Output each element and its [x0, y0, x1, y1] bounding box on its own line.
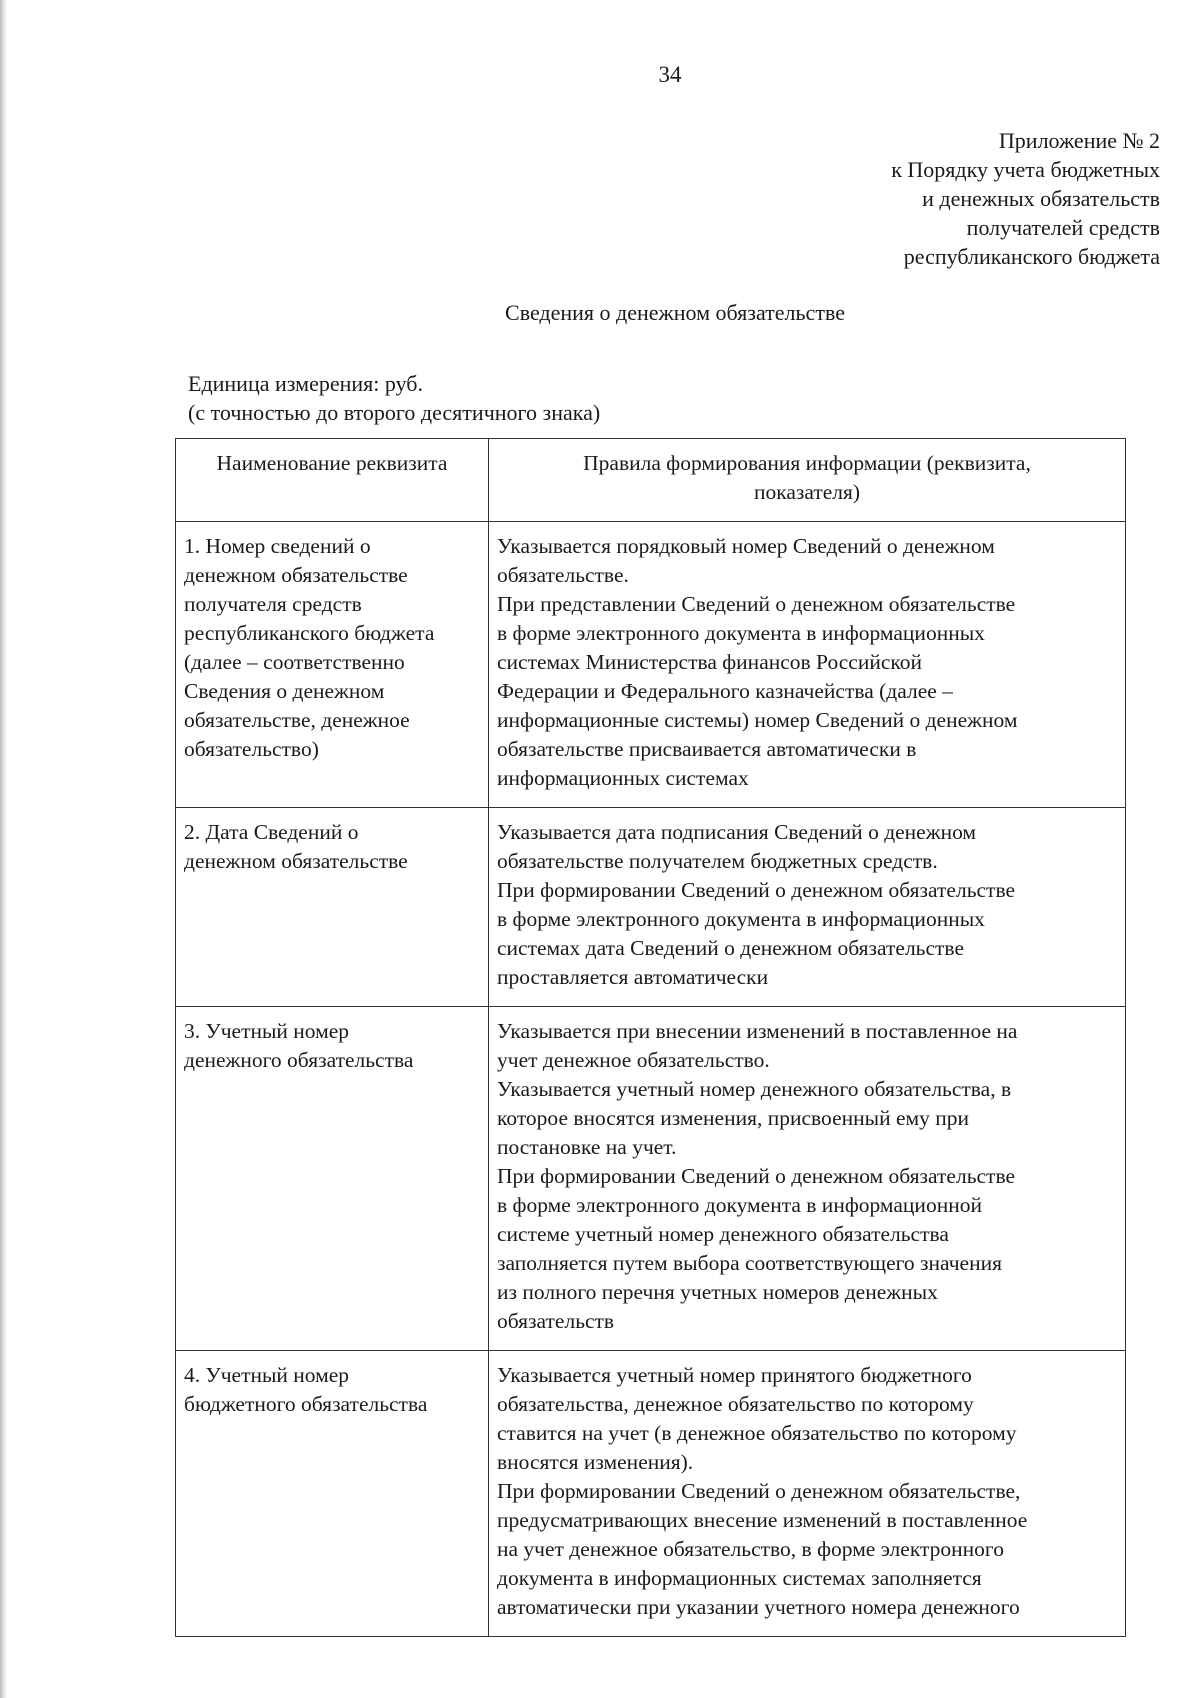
cell-line: обязательстве, денежное — [184, 708, 410, 732]
row-rule-cell — [489, 1007, 1126, 1351]
scan-edge-shadow — [0, 0, 7, 1698]
appendix-header — [740, 126, 1160, 271]
table-row — [176, 1351, 1126, 1637]
cell-line: информационные системы) номер Сведений о денежном — [497, 708, 1018, 732]
cell-line: заполняется путем выбора соответствующего значения — [497, 1251, 1002, 1275]
appendix-line: и денежных обязательств — [922, 186, 1160, 211]
units-line: (с точностью до второго десятичного знака) — [188, 400, 601, 425]
cell-line: обязательств — [497, 1309, 615, 1333]
cell-line: денежном обязательстве — [184, 563, 408, 587]
cell-line: обязательстве. — [497, 563, 629, 587]
cell-line: Указывается порядковый номер Сведений о денежном — [497, 534, 995, 558]
cell-line: документа в информационных системах заполняется — [497, 1566, 982, 1590]
cell-line: Указывается дата подписания Сведений о денежном — [497, 820, 977, 844]
cell-line: предусматривающих внесение изменений в поставленное — [497, 1508, 1028, 1532]
header-name — [176, 439, 489, 522]
cell-line: Федерации и Федерального казначейства (далее – — [497, 679, 953, 703]
cell-line: денежного обязательства — [184, 1048, 414, 1072]
cell-line: постановке на учет. — [497, 1135, 677, 1159]
cell-line: проставляется автоматически — [497, 965, 769, 989]
row-name-cell — [176, 522, 489, 808]
cell-line: обязательстве присваивается автоматически в — [497, 737, 917, 761]
cell-line: 3. Учетный номер — [184, 1019, 350, 1043]
cell-line: ставится на учет (в денежное обязательство по которому — [497, 1421, 1017, 1445]
appendix-line: к Порядку учета бюджетных — [891, 157, 1160, 182]
appendix-line: Приложение № 2 — [998, 128, 1160, 153]
cell-line: Сведения о денежном — [184, 679, 385, 703]
cell-line: из полного перечня учетных номеров денежных — [497, 1280, 938, 1304]
cell-line: обязательства, денежное обязательство по которому — [497, 1392, 974, 1416]
cell-line: автоматически при указании учетного номера денежного — [497, 1595, 1020, 1619]
cell-line: которое вносятся изменения, присвоенный ему при — [497, 1106, 969, 1130]
cell-line: в форме электронного документа в информационной — [497, 1193, 982, 1217]
cell-line: получателя средств — [184, 592, 362, 616]
cell-line: учет денежное обязательство. — [497, 1048, 770, 1072]
cell-line: системах Министерства финансов Российской — [497, 650, 923, 674]
cell-line: обязательстве получателем бюджетных средств. — [497, 849, 938, 873]
table-row — [176, 522, 1126, 808]
table-header-row — [176, 439, 1126, 522]
cell-line: При формировании Сведений о денежном обязательстве — [497, 878, 1016, 902]
row-rule-cell — [489, 522, 1126, 808]
cell-line: (далее – соответственно — [184, 650, 405, 674]
header-name-text: Наименование реквизита — [216, 451, 448, 475]
page-number: 34 — [658, 62, 682, 87]
document-title: Сведения о денежном обязательстве — [505, 300, 845, 325]
cell-line: на учет денежное обязательство, в форме электронного — [497, 1537, 1004, 1561]
cell-line: денежном обязательстве — [184, 849, 408, 873]
units-note — [188, 369, 600, 427]
table-row — [176, 1007, 1126, 1351]
table-bottom-border — [175, 1636, 1126, 1637]
cell-line: Указывается учетный номер денежного обязательства, в — [497, 1077, 1012, 1101]
cell-line: 4. Учетный номер — [184, 1363, 350, 1387]
cell-line: обязательство) — [184, 737, 319, 761]
header-rule-text: показателя) — [753, 480, 861, 504]
cell-line: При представлении Сведений о денежном обязательстве — [497, 592, 1016, 616]
cell-line: в форме электронного документа в информационных — [497, 621, 985, 645]
row-rule-cell — [489, 1351, 1126, 1637]
cell-line: бюджетного обязательства — [184, 1392, 428, 1416]
cell-line: системе учетный номер денежного обязательства — [497, 1222, 949, 1246]
cell-line: При формировании Сведений о денежном обязательстве, — [497, 1479, 1021, 1503]
cell-line: Указывается при внесении изменений в поставленное на — [497, 1019, 1018, 1043]
cell-line: 2. Дата Сведений о — [184, 820, 359, 844]
cell-line: При формировании Сведений о денежном обязательстве — [497, 1164, 1016, 1188]
requisites-table — [175, 438, 1126, 1636]
cell-line: информационных системах — [497, 766, 749, 790]
cell-line: Указывается учетный номер принятого бюджетного — [497, 1363, 972, 1387]
units-line: Единица измерения: руб. — [188, 371, 423, 396]
cell-line: вносятся изменения). — [497, 1450, 694, 1474]
cell-line: 1. Номер сведений о — [184, 534, 371, 558]
cell-line: системах дата Сведений о денежном обязательстве — [497, 936, 964, 960]
header-rule — [489, 439, 1126, 522]
appendix-line: республиканского бюджета — [903, 244, 1160, 269]
row-name-cell — [176, 1351, 489, 1637]
appendix-line: получателей средств — [966, 215, 1160, 240]
row-name-cell — [176, 808, 489, 1007]
cell-line: республиканского бюджета — [184, 621, 435, 645]
cell-line: в форме электронного документа в информационных — [497, 907, 985, 931]
row-rule-cell — [489, 808, 1126, 1007]
row-name-cell — [176, 1007, 489, 1351]
table-row — [176, 808, 1126, 1007]
header-rule-text: Правила формирования информации (реквизита, — [583, 451, 1031, 475]
